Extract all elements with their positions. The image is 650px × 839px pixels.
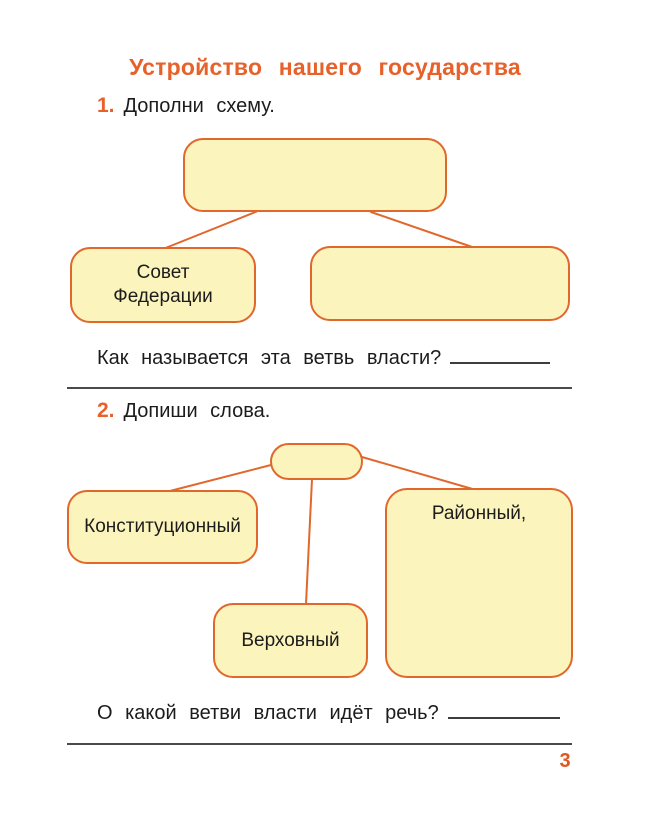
task2-heading xyxy=(97,399,270,423)
diagram2-middle-box-label: Верховный xyxy=(241,629,340,651)
diagram1-left-box-sovet-federacii xyxy=(70,247,256,323)
task2-question-text: О какой ветви власти идёт речь? xyxy=(97,702,439,724)
footer-divider-line xyxy=(67,743,572,745)
diagram1-right-box-empty[interactable] xyxy=(310,246,570,321)
task2-answer-blank[interactable] xyxy=(448,699,560,719)
task1-instruction: Дополни схему. xyxy=(123,95,275,117)
task2-number: 2. xyxy=(97,399,115,422)
page-title: Устройство нашего государства xyxy=(129,54,521,80)
diagram2-middle-box-verhovnyj[interactable] xyxy=(213,603,368,678)
section-divider-line xyxy=(67,387,572,389)
diagram2-top-box-empty[interactable] xyxy=(270,443,363,480)
diagram2-right-box-rajonnyj[interactable] xyxy=(385,488,573,678)
diagram2-right-box-label: Районный, xyxy=(431,503,527,524)
task1-question xyxy=(97,344,550,370)
task1-answer-blank[interactable] xyxy=(450,344,550,364)
task2-question xyxy=(97,699,560,725)
diagram1-top-box-empty[interactable] xyxy=(183,138,447,212)
diagram2-left-box-label: Конституционный xyxy=(84,516,241,537)
task1-question-text: Как называется эта ветвь власти? xyxy=(97,347,442,369)
diagram1-left-box-line2: Федерации xyxy=(113,286,213,307)
task2-instruction: Допиши слова. xyxy=(123,400,271,422)
task1-heading xyxy=(97,94,275,118)
diagram2-left-box-konstitucionnyj[interactable] xyxy=(67,490,258,564)
task1-number: 1. xyxy=(97,94,115,117)
diagram1-left-box-line1: Совет xyxy=(136,262,190,283)
page-number: 3 xyxy=(559,750,571,772)
